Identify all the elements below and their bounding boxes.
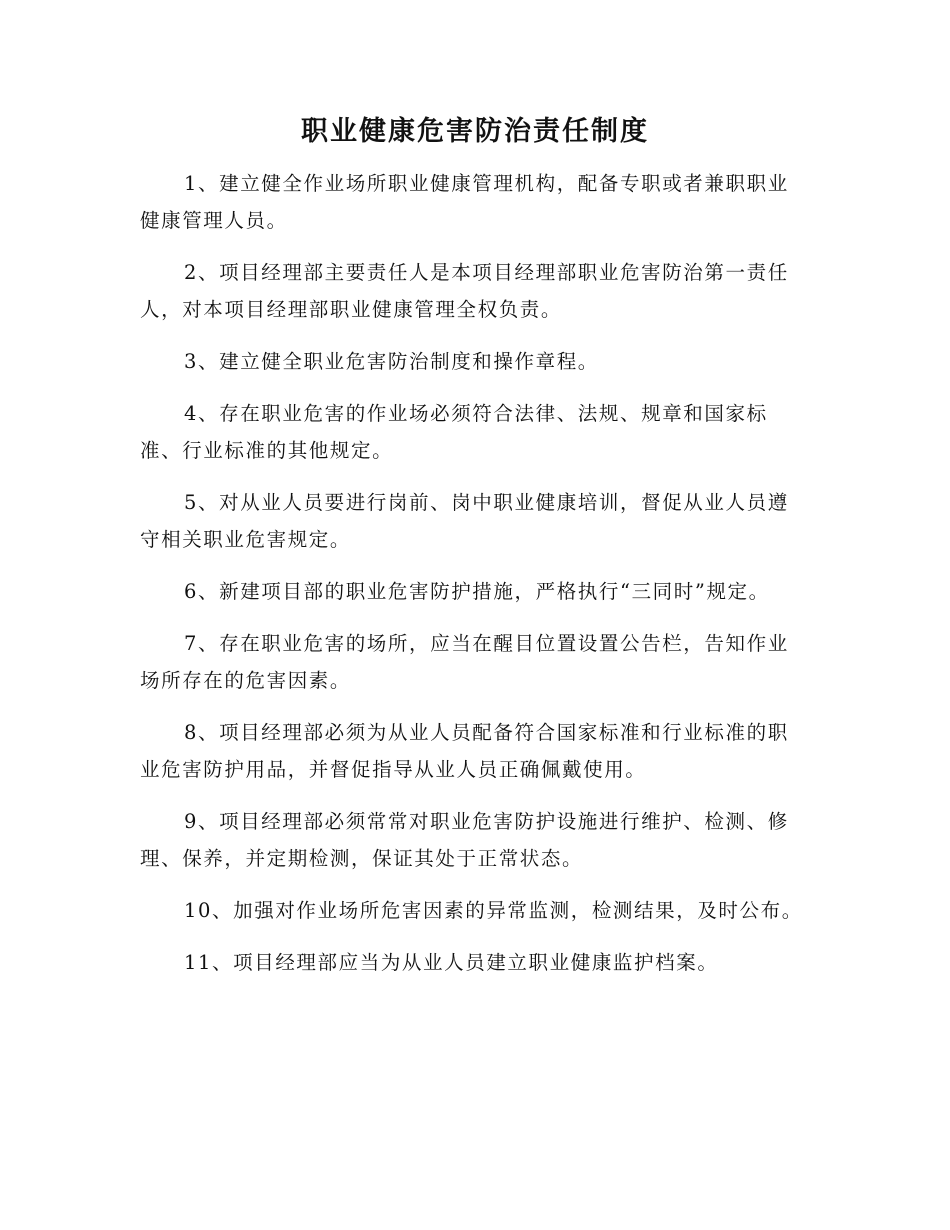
clause-9: 9、项目经理部必须常常对职业危害防护设施进行维护、检测、修理、保养，并定期检测，保证其处于正常状态。 — [140, 810, 789, 870]
clause-1: 1、建立健全作业场所职业健康管理机构，配备专职或者兼职职业健康管理人员。 — [140, 172, 789, 232]
document-title: 职业健康危害防治责任制度 — [301, 116, 649, 147]
clause-11: 11、项目经理部应当为从业人员建立职业健康监护档案。 — [184, 951, 719, 974]
clause-4: 4、存在职业危害的作业场必须符合法律、法规、规章和国家标准、行业标准的其他规定。 — [140, 402, 768, 462]
clause-6: 6、新建项目部的职业危害防护措施，严格执行“三同时”规定。 — [184, 580, 770, 603]
clause-7: 7、存在职业危害的场所，应当在醒目位置设置公告栏，告知作业场所存在的危害因素。 — [140, 632, 789, 692]
clause-list — [140, 165, 808, 996]
clause-10: 10、加强对作业场所危害因素的异常监测，检测结果，及时公布。 — [184, 899, 803, 922]
clause-2: 2、项目经理部主要责任人是本项目经理部职业危害防治第一责任人，对本项目经理部职业健康管理全权负责。 — [140, 261, 789, 321]
clause-3: 3、建立健全职业危害防治制度和操作章程。 — [184, 350, 599, 373]
clause-8: 8、项目经理部必须为从业人员配备符合国家标准和行业标准的职业危害防护用品，并督促指导从业人员正确佩戴使用。 — [140, 721, 789, 781]
clause-5: 5、对从业人员要进行岗前、岗中职业健康培训，督促从业人员遵守相关职业危害规定。 — [140, 491, 789, 551]
